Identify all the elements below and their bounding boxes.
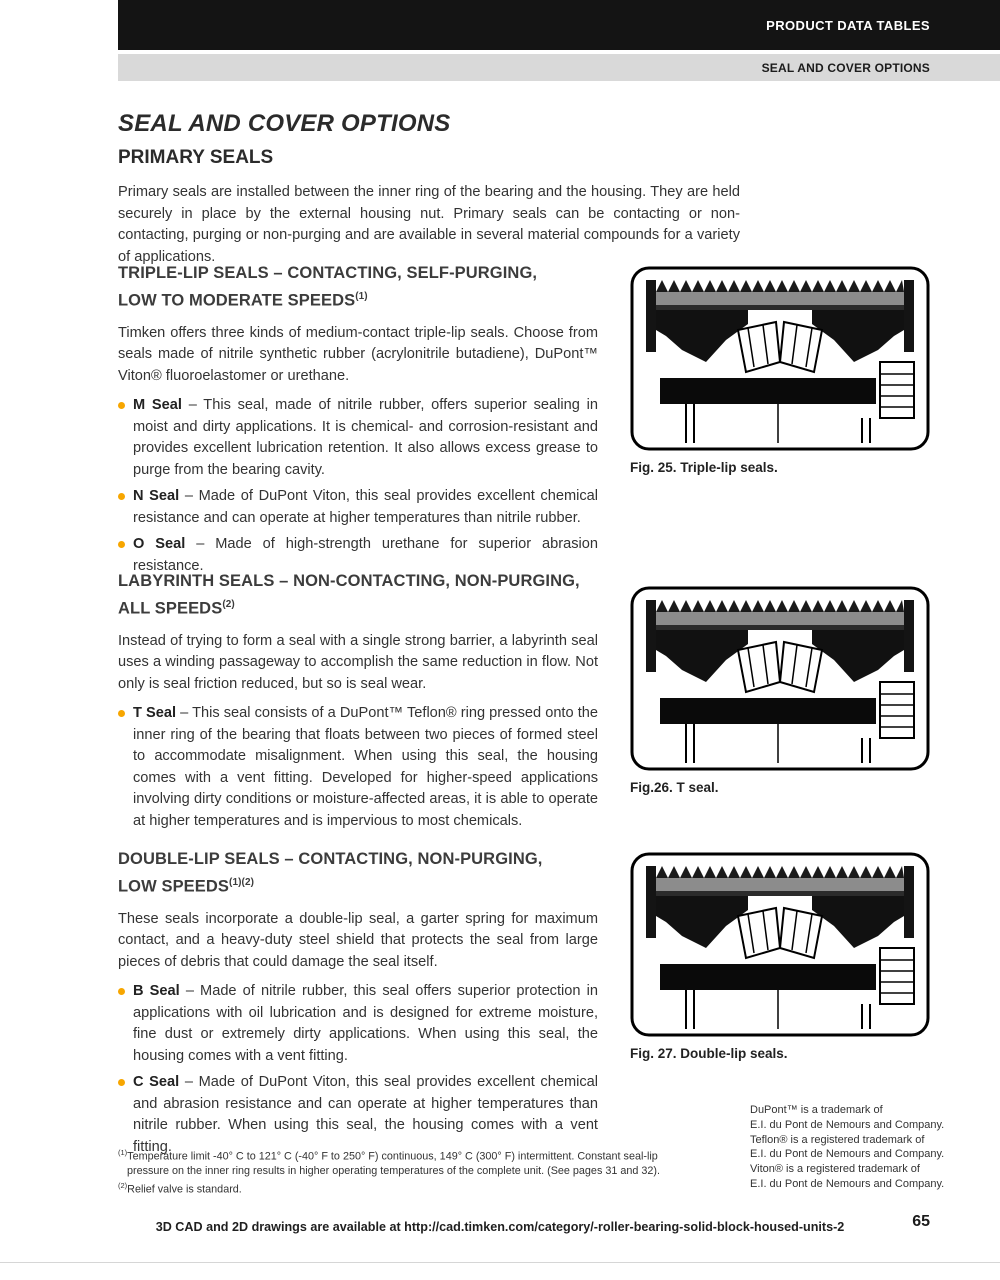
- bullet-text: [133, 486, 598, 529]
- bullet-dot-icon: [118, 486, 133, 529]
- subheader-bar: [118, 54, 1000, 81]
- page-title: SEAL AND COVER OPTIONS: [118, 110, 451, 137]
- bullet-item: [118, 981, 598, 1067]
- bullet-list: [118, 395, 598, 577]
- footnote-1: [118, 1146, 674, 1179]
- heading-line2: LOW TO MODERATE SPEEDS: [118, 291, 356, 310]
- seal-term: N Seal: [133, 488, 180, 504]
- seal-description: – Made of DuPont Viton, this seal provides excellent chemical resistance and can operate at higher temperatures than nitrile rubber.: [133, 488, 598, 526]
- page-number: 65: [912, 1213, 930, 1230]
- section-text-column: [118, 848, 598, 1163]
- section-heading: [118, 262, 598, 313]
- section-heading: [118, 848, 598, 899]
- figure-caption: Fig.26. T seal.: [630, 780, 719, 795]
- trademark-line: E.I. du Pont de Nemours and Company.: [750, 1177, 945, 1190]
- bullet-text: [133, 981, 598, 1067]
- header-bar-label: PRODUCT DATA TABLES: [766, 17, 930, 33]
- section-triple-lip-seals: [118, 262, 930, 582]
- subheader-bar-label: SEAL AND COVER OPTIONS: [761, 60, 930, 75]
- section-body: These seals incorporate a double-lip seal, a garter spring for maximum contact, and a heavy-duty steel shield that protects the seal from large pieces of debris that could damage the seal itself.: [118, 910, 598, 970]
- footnote-2: [118, 1179, 674, 1197]
- section-text-column: [118, 570, 598, 837]
- bearing-cutaway-illustration: [630, 266, 930, 451]
- footnotes: [118, 1146, 674, 1197]
- footer-note: 3D CAD and 2D drawings are available at http://cad.timken.com/category/-roller-bearing-solid-block-housed-units-2: [155, 1220, 845, 1234]
- section-labyrinth-seals: [118, 570, 930, 837]
- bullet-list: [118, 981, 598, 1158]
- trademark-line: E.I. du Pont de Nemours and Company.: [750, 1118, 945, 1131]
- trademark-line: DuPont™ is a trademark of: [750, 1104, 883, 1116]
- heading-line2: ALL SPEEDS: [118, 599, 223, 618]
- heading-footnote-ref: (2): [222, 599, 235, 610]
- seal-term: T Seal: [133, 705, 177, 721]
- seal-description: – Made of high-strength urethane for superior abrasion resistance.: [133, 536, 598, 574]
- title-block: [118, 110, 930, 268]
- bullet-dot-icon: [118, 981, 133, 1067]
- intro-paragraph: Primary seals are installed between the inner ring of the bearing and the housing. They are held securely in place by the external housing nut. Primary seals can be contacting or non-contacting, purging or non-purging and are available in several material compounds for a variety of applications.: [118, 184, 740, 265]
- figure-t-seal: [630, 586, 930, 771]
- heading-footnote-ref: (1)(2): [229, 877, 255, 888]
- bullet-item: [118, 395, 598, 481]
- seal-description: – Made of nitrile rubber, this seal offers superior protection in applications with oil lubrication and is designed for extreme moisture, fine dust or extremely dirty applications. When using this seal, the housing comes with a vent fitting.: [133, 983, 598, 1064]
- heading-footnote-ref: (1): [355, 291, 368, 302]
- bullet-item: [118, 486, 598, 529]
- figure-double-lip-seals: [630, 852, 930, 1037]
- bottom-rule: [0, 1262, 1000, 1263]
- seal-term: C Seal: [133, 1074, 180, 1090]
- section-heading: [118, 570, 598, 621]
- figure-caption: Fig. 25. Triple-lip seals.: [630, 460, 778, 475]
- header-bar: [118, 0, 1000, 50]
- seal-term: B Seal: [133, 983, 180, 999]
- bullet-dot-icon: [118, 395, 133, 481]
- bearing-cutaway-illustration: [630, 852, 930, 1037]
- heading-line1: DOUBLE-LIP SEALS – CONTACTING, NON-PURGING,: [118, 850, 543, 868]
- seal-description: – This seal, made of nitrile rubber, offers superior sealing in moist and dirty applications. It is chemical- and corrosion-resistant and provides excellent lubrication retention. It also allows excess grease to purge from the bearing cavity.: [133, 397, 598, 478]
- trademark-notes: [750, 1103, 944, 1192]
- footnote-marker: (2): [118, 1180, 128, 1190]
- figure-caption: Fig. 27. Double-lip seals.: [630, 1046, 788, 1061]
- section-body: Instead of trying to form a seal with a single strong barrier, a labyrinth seal uses a winding passageway to accomplish the same reduction in flow. Not only is seal friction reduced, but so is seal wear.: [118, 632, 598, 692]
- section-text-column: [118, 262, 598, 582]
- bearing-cutaway-illustration: [630, 586, 930, 771]
- figure-triple-lip-seals: [630, 266, 930, 451]
- seal-term: O Seal: [133, 536, 186, 552]
- section-body: Timken offers three kinds of medium-contact triple-lip seals. Choose from seals made of nitrile synthetic rubber (acrylonitrile butadiene), DuPont™ Viton® fluoroelastomer or urethane.: [118, 324, 598, 384]
- heading-line1: LABYRINTH SEALS – NON-CONTACTING, NON-PURGING,: [118, 572, 580, 590]
- seal-description: – This seal consists of a DuPont™ Teflon® ring pressed onto the inner ring of the bearing that floats between two pieces of formed steel to accommodate misalignment. When using this seal, the housing comes with a vent fitting. Developed for higher-speed applications involving dirty conditions or moisture-affected areas, it is able to operate at higher temperatures and is impervious to most chemicals.: [133, 705, 598, 829]
- bullet-item: [118, 703, 598, 832]
- bullet-dot-icon: [118, 703, 133, 832]
- bullet-list: [118, 703, 598, 832]
- footnote-text: Relief valve is standard.: [127, 1183, 242, 1196]
- trademark-line: Teflon® is a registered trademark of: [750, 1133, 925, 1146]
- footnote-marker: (1): [118, 1148, 128, 1157]
- heading-line2: LOW SPEEDS: [118, 877, 230, 896]
- trademark-line: E.I. du Pont de Nemours and Company.: [750, 1148, 945, 1161]
- footnote-text: Temperature limit -40° C to 121° C (-40° F to 250° F) continuous, 149° C (300° F) intermittent. Constant seal-lip pressure on the inner ring results in higher operating temperatures of the complete unit. (See pages 31 and 32).: [127, 1150, 660, 1178]
- seal-term: M Seal: [133, 397, 182, 413]
- bullet-text: [133, 395, 598, 481]
- figure-column: [630, 266, 930, 582]
- trademark-line: Viton® is a registered trademark of: [750, 1163, 920, 1176]
- seal-description: – Made of DuPont Viton, this seal provides excellent chemical and abrasion resistance and can operate at higher temperatures than nitrile rubber. When using this seal, the housing comes with a vent fitting.: [133, 1074, 598, 1155]
- bullet-text: [133, 703, 598, 832]
- heading-line1: TRIPLE-LIP SEALS – CONTACTING, SELF-PURGING,: [118, 264, 538, 282]
- figure-column: [630, 586, 930, 837]
- page-subtitle: PRIMARY SEALS: [118, 147, 274, 168]
